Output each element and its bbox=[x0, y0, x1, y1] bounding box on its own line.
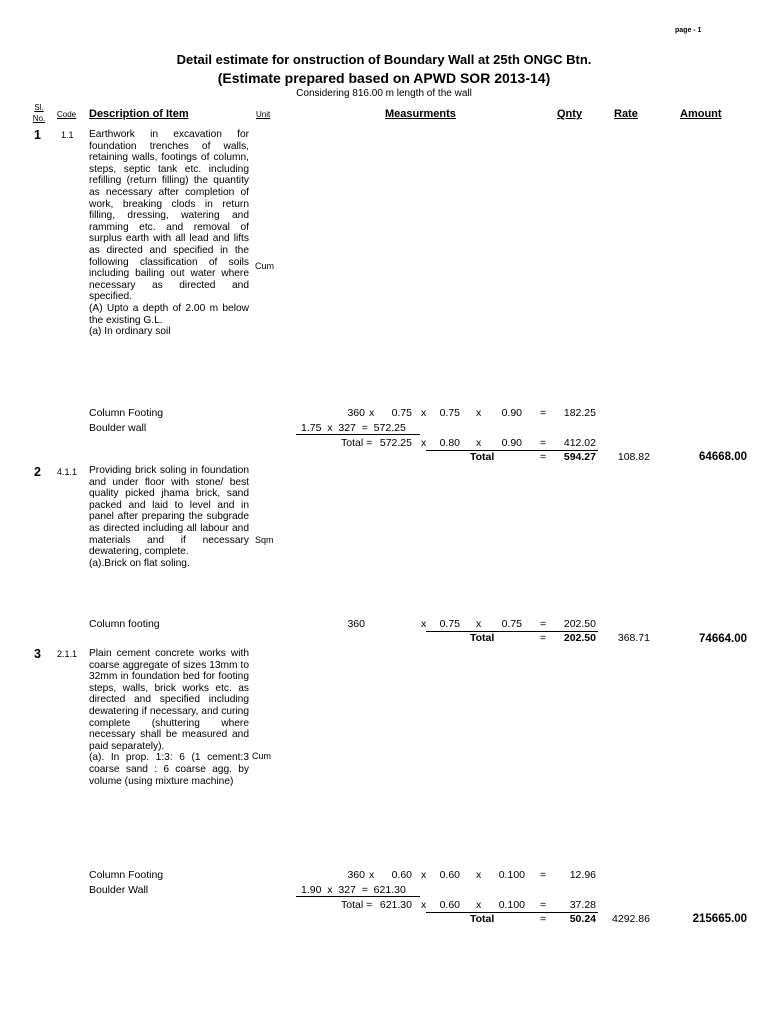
item-sl-no: 3 bbox=[34, 647, 41, 661]
total-quantity: 594.27 bbox=[563, 451, 596, 463]
measurement-breadth: 0.75 bbox=[439, 407, 460, 419]
total-quantity: 50.24 bbox=[569, 913, 596, 925]
total-quantity: 202.50 bbox=[563, 632, 596, 644]
item-unit: Sqm bbox=[255, 535, 274, 545]
item-description bbox=[89, 129, 249, 338]
item-amount: 64668.00 bbox=[699, 451, 747, 463]
header-qnty: Qnty bbox=[557, 108, 583, 120]
equals-sign: = bbox=[540, 618, 547, 630]
times-sign: x bbox=[476, 407, 482, 419]
item-sl-no: 2 bbox=[34, 465, 41, 479]
item-rate: 108.82 bbox=[617, 451, 650, 463]
item-amount: 74664.00 bbox=[699, 633, 747, 645]
measurement-depth: 0.100 bbox=[498, 899, 525, 911]
item-amount: 215665.00 bbox=[692, 913, 747, 925]
times-sign: x bbox=[476, 899, 482, 911]
item-sl-no: 1 bbox=[34, 128, 41, 142]
measurement-count: 360 bbox=[347, 869, 365, 881]
item-code: 1.1 bbox=[61, 130, 74, 140]
measurement-breadth: 0.60 bbox=[439, 869, 460, 881]
measurement-quantity: 412.02 bbox=[563, 437, 596, 449]
item-rate: 4292.86 bbox=[612, 913, 650, 925]
subtotal-value: 572.25 bbox=[379, 437, 412, 449]
item-description bbox=[89, 465, 249, 569]
equals-sign: = bbox=[540, 899, 547, 911]
measurement-label: Column Footing bbox=[89, 407, 164, 419]
running-length-calc: 1.75 x 327 = 572.25 bbox=[301, 422, 406, 434]
item-description-sub: (a) In ordinary soil bbox=[89, 326, 171, 338]
times-sign: x bbox=[421, 899, 427, 911]
equals-sign: = bbox=[540, 451, 547, 463]
header-sl-top: Sl. bbox=[34, 103, 44, 112]
measurement-label: Boulder Wall bbox=[89, 884, 149, 896]
measurement-length: 0.75 bbox=[439, 618, 460, 630]
measurement-depth: 0.90 bbox=[501, 437, 522, 449]
item-description-sub: (a).Brick on flat soling. bbox=[89, 557, 190, 569]
measurement-breadth: 0.75 bbox=[501, 618, 522, 630]
equals-sign: = bbox=[540, 869, 547, 881]
item-description-main: Providing brick soling in foundation and under floor with stone/ best quality picked jhama brick, sand packed and laid to level and in panel after preparing the subgrade as directed including all labour and materials and if necessary dewatering, complete. bbox=[89, 465, 249, 558]
item-description-sub: (a). In prop. 1:3: 6 (1 cement:3 coarse sand : 6 coarse agg. by volume (using mixture machine) bbox=[89, 752, 249, 787]
times-sign: x bbox=[476, 618, 482, 630]
times-sign: x bbox=[421, 618, 427, 630]
page-number: page - 1 bbox=[675, 27, 702, 34]
equals-sign: = bbox=[540, 913, 547, 925]
item-description-main: Plain cement concrete works with coarse aggregate of sizes 13mm to 32mm in foundation bed for footing steps, walls, brick works etc. as directed and specified including dewatering if necessary, and curing complete (shuttering where necessary shall be measured and paid separately). bbox=[89, 648, 249, 752]
item-code: 4.1.1 bbox=[57, 467, 78, 477]
measurement-length: 0.60 bbox=[391, 869, 412, 881]
subtotal-value: 621.30 bbox=[379, 899, 412, 911]
times-sign: x bbox=[476, 869, 482, 881]
length-note: Considering 816.00 m length of the wall bbox=[296, 88, 472, 99]
item-code: 2.1.1 bbox=[57, 649, 78, 659]
measurement-breadth: 0.60 bbox=[439, 899, 460, 911]
total-label: Total bbox=[470, 451, 495, 463]
measurement-length: 0.75 bbox=[391, 407, 412, 419]
header-unit: Unit bbox=[256, 110, 271, 119]
document-subtitle: (Estimate prepared based on APWD SOR 2013-14) bbox=[217, 70, 551, 86]
equals-sign: = bbox=[540, 632, 547, 644]
times-sign: x bbox=[421, 407, 427, 419]
header-sl-bottom: No. bbox=[32, 114, 46, 123]
running-length-calc: 1.90 x 327 = 621.30 bbox=[301, 884, 406, 896]
item-unit: Cum bbox=[255, 261, 275, 271]
measurement-count: 360 bbox=[347, 618, 365, 630]
measurement-depth: 0.90 bbox=[501, 407, 522, 419]
total-label: Total bbox=[470, 632, 495, 644]
times-sign: x bbox=[369, 869, 375, 881]
subtotal-label: Total = bbox=[341, 899, 373, 911]
header-measurements: Measurments bbox=[385, 108, 456, 120]
item-description-sub: (A) Upto a depth of 2.00 m below the existing G.L. bbox=[89, 302, 249, 326]
document-title: Detail estimate for onstruction of Boundary Wall at 25th ONGC Btn. bbox=[176, 52, 592, 67]
times-sign: x bbox=[476, 437, 482, 449]
item-description-main: Earthwork in excavation for foundation trenches of walls, retaining walls, footings of column, steps, septic tank etc. including refilling (return filling) the quantity as necessary after completion of work, breaking clods in return filling, dressing, watering and ramming etc. and removal of surplus earth with all lead and lifts as directed and specified in the following classification of soils including bailing out water where necessary as directed and specified. bbox=[89, 129, 249, 303]
times-sign: x bbox=[369, 407, 375, 419]
times-sign: x bbox=[421, 869, 427, 881]
underline bbox=[296, 434, 420, 435]
header-description: Description of Item bbox=[89, 108, 189, 120]
measurement-depth: 0.100 bbox=[498, 869, 525, 881]
measurement-quantity: 37.28 bbox=[569, 899, 596, 911]
subtotal-label: Total = bbox=[341, 437, 373, 449]
total-label: Total bbox=[470, 913, 495, 925]
item-unit: Cum bbox=[252, 751, 272, 761]
times-sign: x bbox=[421, 437, 427, 449]
equals-sign: = bbox=[540, 437, 547, 449]
measurement-label: Column Footing bbox=[89, 869, 164, 881]
header-code: Code bbox=[57, 110, 77, 119]
measurement-label: Boulder wall bbox=[89, 422, 147, 434]
measurement-quantity: 202.50 bbox=[563, 618, 596, 630]
header-rate: Rate bbox=[614, 108, 638, 120]
measurement-breadth: 0.80 bbox=[439, 437, 460, 449]
header-amount: Amount bbox=[680, 108, 722, 120]
measurement-quantity: 182.25 bbox=[563, 407, 596, 419]
measurement-quantity: 12.96 bbox=[569, 869, 596, 881]
equals-sign: = bbox=[540, 407, 547, 419]
item-description bbox=[89, 648, 249, 787]
measurement-count: 360 bbox=[347, 407, 365, 419]
underline bbox=[296, 896, 420, 897]
item-rate: 368.71 bbox=[617, 632, 650, 644]
measurement-label: Column footing bbox=[89, 618, 160, 630]
